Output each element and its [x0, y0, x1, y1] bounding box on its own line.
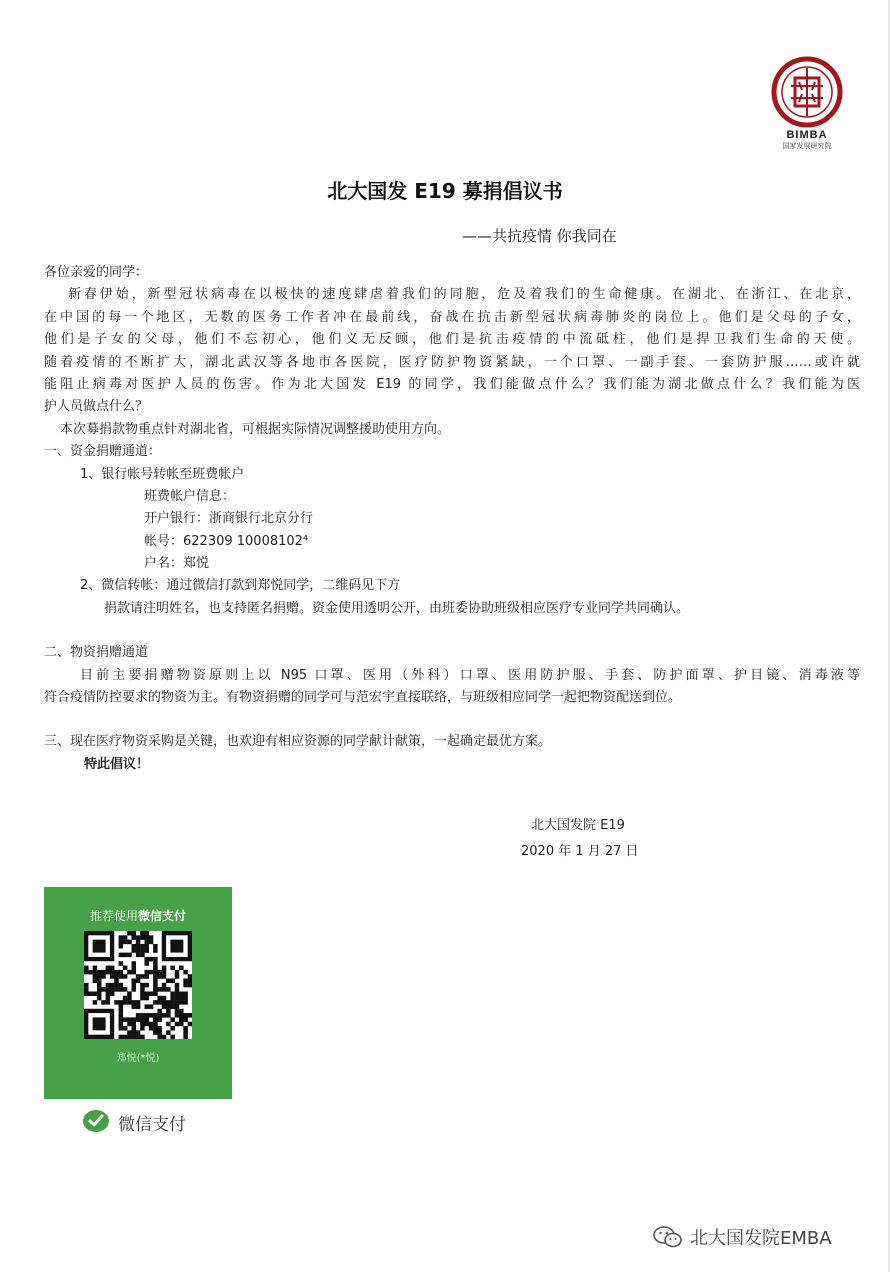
paragraph-line: 护人员做点什么？: [44, 399, 149, 415]
closing-remark: 特此倡议！: [84, 756, 150, 772]
salutation: 各位亲爱的同学：: [44, 265, 149, 280]
qr-code-icon: [84, 931, 192, 1039]
account-number: 帐号：622309 10008102⁴: [144, 533, 309, 549]
payee-name: 郑悦(*悦): [116, 1053, 160, 1064]
payment-qr-code[interactable]: [84, 931, 192, 1039]
logo-subtitle: 国家发展研究院: [782, 142, 832, 150]
paragraph-line: 他们是子女的父母，他们不忘初心，他们义无反顾，他们是抗击疫情的中流砥柱，他们是捍卫我们生命的天使。: [44, 332, 860, 348]
recommend-wechat-pay: 推荐使用微信支付: [89, 909, 187, 923]
signature-org: 北大国发院 E19: [531, 818, 625, 833]
official-account-name: 北大国发院EMBA: [690, 1228, 832, 1249]
bank-transfer-item: 1、银行帐号转帐至班费帐户: [80, 466, 245, 482]
document-subtitle: ——共抗疫情 你我同在: [462, 227, 617, 245]
section-heading-supplies: 二、物资捐赠通道: [44, 645, 149, 661]
account-holder: 户名：郑悦: [144, 556, 210, 572]
wechat-official-account-icon: [652, 1224, 684, 1250]
official-account-watermark: [652, 1224, 832, 1250]
bimba-logo: [771, 56, 843, 151]
bank-name: 开户银行：浙商银行北京分行: [144, 511, 314, 527]
donation-note: 捐款请注明姓名，也支持匿名捐赠。资金使用透明公开，由班委协助班级相应医疗专业同学共同确认。: [104, 600, 690, 616]
paragraph-line: 新春伊始，新型冠状病毒在以极快的速度肆虐着我们的同胞，危及着我们的生命健康。在湖北、在浙江、在北京，: [68, 287, 860, 303]
section-heading-funds: 一、资金捐赠通道：: [44, 444, 162, 460]
wechat-pay-label: 微信支付: [118, 1114, 186, 1135]
paragraph-line: 符合疫情防控要求的物资为主。有物资捐赠的同学可与范宏宇直接联络，与班级相应同学一起把物资配送到位。: [44, 690, 682, 706]
paragraph-line: 随着疫情的不断扩大，湖北武汉等各地市各医院，医疗防护物资紧缺，一个口罩、一副手套、一套防护服……或许就: [44, 354, 860, 370]
wechat-transfer-item: 2、微信转帐：通过微信打款到郑悦同学，二维码见下方: [80, 578, 401, 594]
paragraph-line: 能阻止病毒对医护人员的伤害。作为北大国发 E19 的同学，我们能做点什么？我们能为湖北做点什么？我们能为医: [44, 376, 860, 392]
paragraph-line: 在中国的每一个地区，无数的医务工作者冲在最前线，奋战在抗击新型冠状病毒肺炎的岗位上。他们是父母的子女，: [44, 309, 860, 325]
paragraph-line: 本次募捐款物重点针对湖北省，可根据实际情况调整援助使用方向。: [60, 421, 451, 437]
wechat-pay-qr-card: [44, 887, 232, 1099]
document-body: [44, 262, 860, 776]
paragraph-line: 目前主要捐赠物资原则上以 N95 口罩、医用（外科）口罩、医用防护服、手套、防护面罩、护目镜、消毒液等: [80, 667, 860, 683]
wechat-pay-badge: [82, 1108, 186, 1136]
signature-date: 2020 年 1 月 27 日: [521, 844, 639, 859]
pku-seal-logo: [771, 56, 843, 128]
section-heading-procurement: 三、现在医疗物资采购是关键，也欢迎有相应资源的同学献计献策，一起确定最优方案。: [44, 734, 552, 750]
document-title: 北大国发 E19 募捐倡议书: [327, 179, 563, 203]
wechat-pay-icon: [82, 1109, 110, 1135]
account-info-label: 班费帐户信息：: [144, 488, 236, 504]
logo-brand-text: BIMBA: [786, 129, 828, 141]
